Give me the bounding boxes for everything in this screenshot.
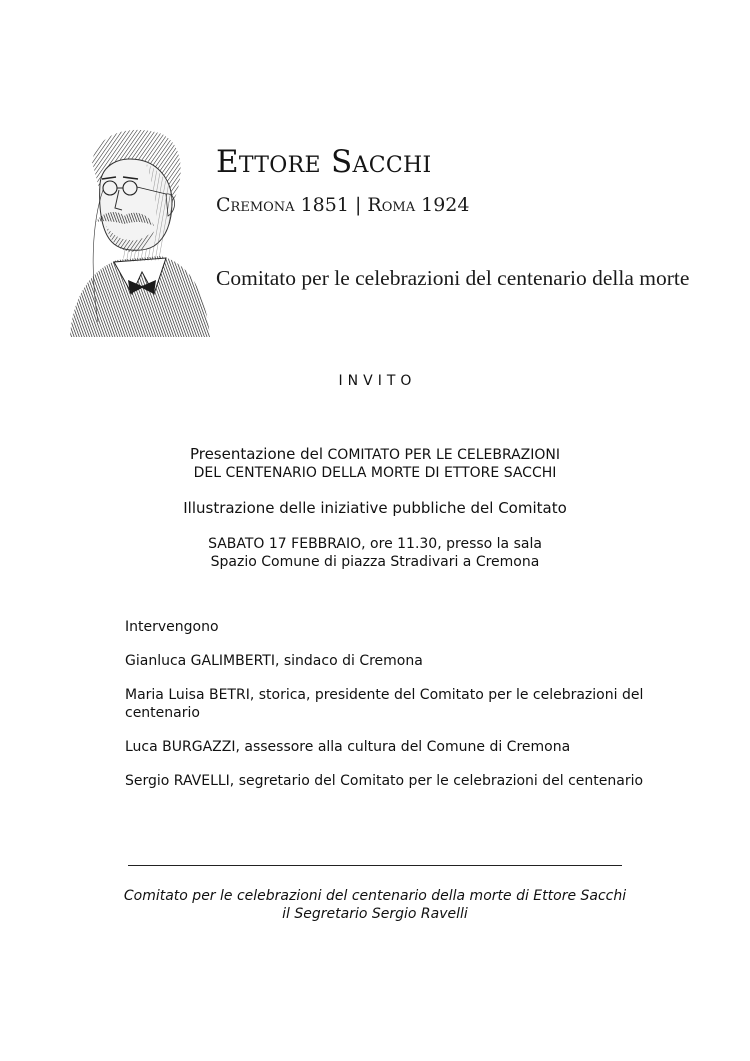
signature-line-1: Comitato per le celebrazioni del centenario della morte di Ettore Sacchi xyxy=(123,888,627,904)
presentation-block xyxy=(0,445,750,482)
speaker-item: Luca BURGAZZI, assessore alla cultura del Comune di Cremona xyxy=(125,739,571,755)
presentation-line-2: DEL CENTENARIO DELLA MORTE DI ETTORE SACCHI xyxy=(193,465,557,481)
signature-line-2: il Segretario Sergio Ravelli xyxy=(282,906,468,922)
presentation-prefix: Presentazione del xyxy=(189,445,324,463)
speakers-heading: Intervengono xyxy=(125,619,219,635)
speaker-item: Sergio RAVELLI, segretario del Comitato per le celebrazioni del centenario xyxy=(125,773,644,789)
signature-block xyxy=(0,887,750,923)
presentation-line-1 xyxy=(0,445,750,464)
event-date-line: SABATO 17 FEBBRAIO, ore 11.30, presso la sala xyxy=(208,536,542,552)
page-title: Ettore Sacchi xyxy=(216,144,432,180)
illustration-line xyxy=(0,499,750,518)
portrait-engraving-icon xyxy=(62,122,212,342)
presentation-rest: COMITATO PER LE CELEBRAZIONI xyxy=(327,447,561,463)
speakers-list xyxy=(125,618,645,806)
committee-heading: Comitato per le celebrazioni del centenario della morte xyxy=(216,266,690,290)
invito-heading: INVITO xyxy=(338,373,417,389)
speaker-item: Maria Luisa BETRI, storica, presidente del Comitato per le celebrazioni del centenario xyxy=(125,687,644,721)
signature-divider xyxy=(128,865,622,866)
life-dates: Cremona 1851 | Roma 1924 xyxy=(216,194,470,216)
speaker-item: Gianluca GALIMBERTI, sindaco di Cremona xyxy=(125,653,423,669)
illustration-text: Illustrazione delle iniziative pubbliche del Comitato xyxy=(183,499,567,517)
event-venue-line: Spazio Comune di piazza Stradivari a Cremona xyxy=(210,554,540,570)
event-details xyxy=(0,535,750,571)
